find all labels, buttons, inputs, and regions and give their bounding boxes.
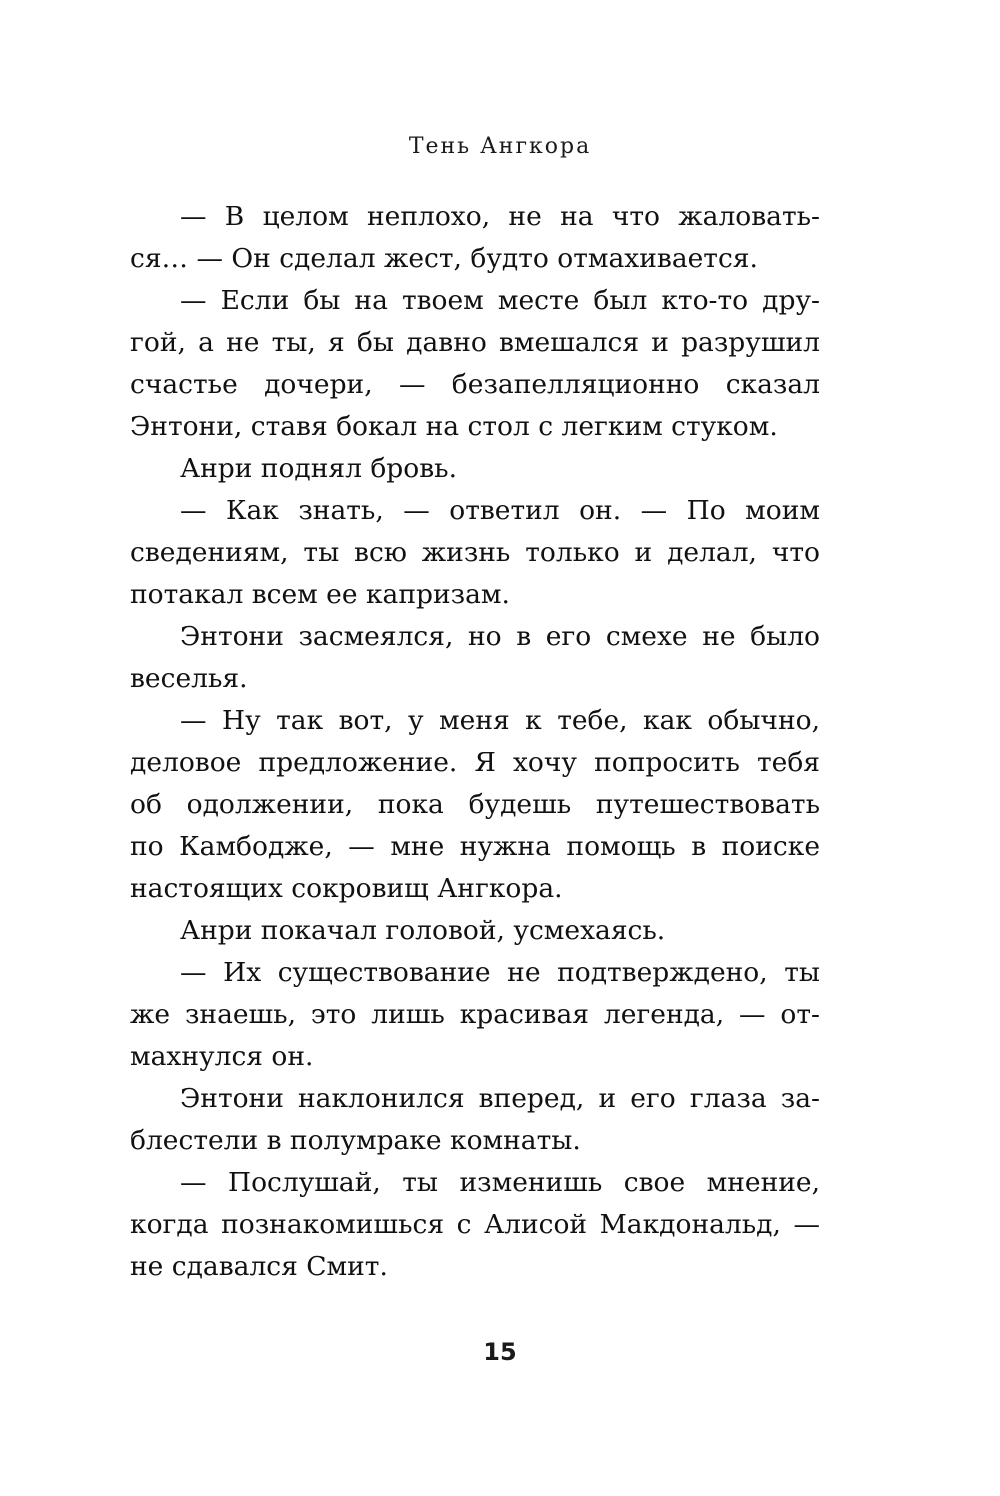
text-line: когда познакомишься с Алисой Макдональд, — — [130, 1209, 820, 1240]
body-text — [130, 196, 820, 1288]
text-line: ся… — Он сделал жест, будто отмахивается. — [130, 243, 758, 274]
page-number: 15 — [483, 1338, 517, 1366]
text-line: — Если бы на твоем месте был кто-то дру- — [180, 285, 820, 316]
text-line: махнулся он. — [130, 1041, 314, 1072]
text-line: Энтони засмеялся, но в его смехе не было — [180, 621, 820, 652]
text-line: — Их существование не подтверждено, ты — [180, 957, 820, 988]
text-line: — Послушай, ты изменишь свое мнение, — [180, 1167, 820, 1198]
text-line: гой, а не ты, я бы давно вмешался и разрушил — [130, 327, 820, 358]
text-line: не сдавался Смит. — [130, 1251, 388, 1282]
text-line: Энтони, ставя бокал на стол с легким стуком. — [130, 411, 778, 442]
text-line: Энтони наклонился вперед, и его глаза за- — [180, 1083, 820, 1114]
text-line: блестели в полумраке комнаты. — [130, 1125, 581, 1156]
running-head: Тень Ангкора — [408, 134, 592, 159]
text-line: веселья. — [130, 663, 248, 694]
text-line: потакал всем ее капризам. — [130, 579, 510, 610]
text-line: Анри покачал головой, усмехаясь. — [180, 915, 666, 946]
text-line: — Ну так вот, у меня к тебе, как обычно, — [180, 705, 820, 736]
text-line: по Камбодже, — мне нужна помощь в поиске — [130, 831, 820, 862]
text-line: же знаешь, это лишь красивая легенда, — от- — [130, 999, 820, 1030]
text-line: счастье дочери, — безапелляционно сказал — [130, 369, 820, 400]
text-line: — В целом неплохо, не на что жаловать- — [180, 201, 820, 232]
text-line: — Как знать, — ответил он. — По моим — [180, 495, 820, 526]
text-line: сведениям, ты всю жизнь только и делал, что — [130, 537, 820, 568]
text-line: деловое предложение. Я хочу попросить тебя — [130, 747, 820, 778]
text-line: настоящих сокровищ Ангкора. — [130, 873, 563, 904]
text-line: Анри поднял бровь. — [180, 453, 457, 484]
text-line: об одолжении, пока будешь путешествовать — [130, 789, 820, 820]
